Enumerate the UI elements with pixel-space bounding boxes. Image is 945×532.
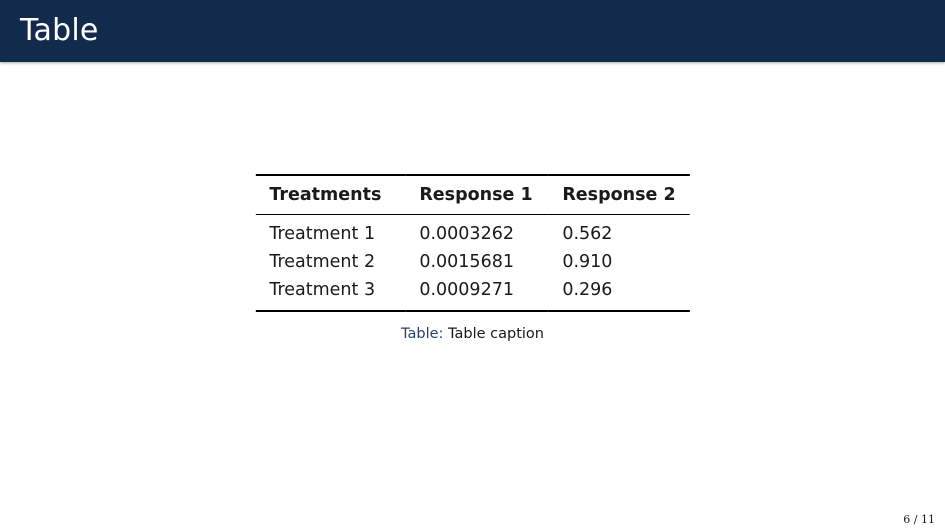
table-block [255, 174, 689, 342]
table-caption-label: Table: [401, 326, 444, 342]
table-cell: 0.0009271 [419, 280, 514, 300]
table-cell: 0.910 [562, 252, 613, 272]
slide-title: Table [20, 13, 99, 48]
table-cell: Treatment 1 [269, 224, 376, 244]
table-body [255, 215, 689, 312]
table-header-cell-response-2: Response 2 [548, 175, 689, 215]
table-row [255, 215, 689, 249]
table-caption-text: Table caption [448, 326, 544, 342]
table-cell: 0.562 [562, 224, 613, 244]
table-row [255, 276, 689, 311]
page-number: 6 / 11 [903, 513, 935, 526]
table-header-cell-treatments: Treatments [255, 175, 405, 215]
table-cell: Treatment 2 [269, 252, 376, 272]
table-header-row [255, 175, 689, 215]
table-caption [255, 326, 689, 342]
table-cell: 0.0015681 [419, 252, 514, 272]
table-cell: 0.296 [562, 280, 613, 300]
table-cell: 0.0003262 [419, 224, 514, 244]
slide-title-bar [0, 0, 945, 62]
table-row [255, 248, 689, 276]
table-header-cell-response-1: Response 1 [405, 175, 548, 215]
table-head [255, 175, 689, 215]
data-table [255, 174, 689, 312]
table-cell: Treatment 3 [269, 280, 376, 300]
